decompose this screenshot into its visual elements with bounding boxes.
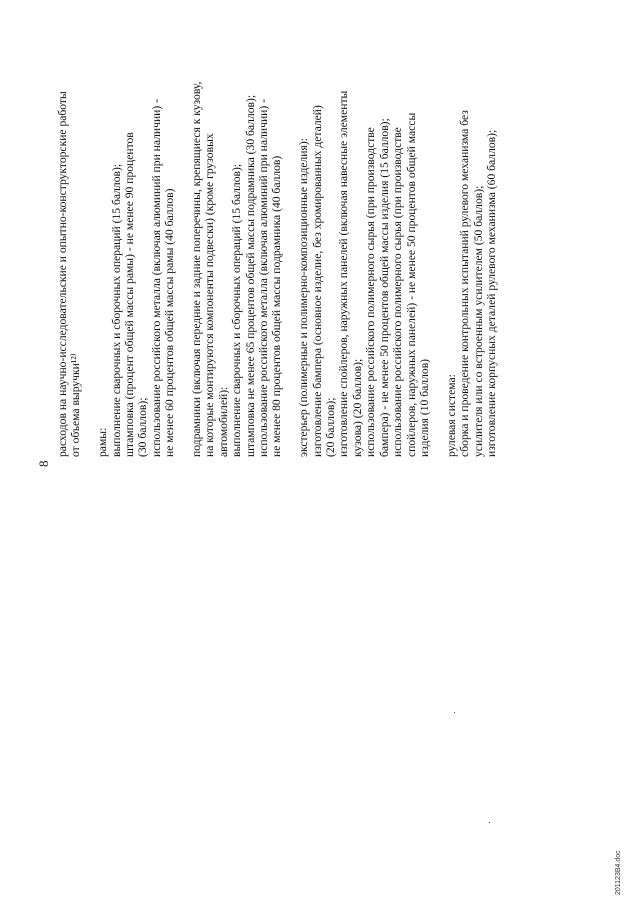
text-line: выполнение сварочных и сборочных операций (15 баллов); (230, 163, 244, 457)
text-line: использование российского полимерного сырья (при производстве (391, 127, 405, 457)
text-line: штамповка не менее 65 процентов общей массы подрамника (30 баллов); (243, 94, 257, 457)
scan-speck (489, 822, 490, 823)
page-number: 8 (36, 460, 51, 467)
text-line: сборка и проведение контрольных испытаний рулевого механизма без (458, 110, 472, 457)
text-line: от объема выручки¹²⁾ (69, 353, 83, 457)
paragraph-gap (83, 7, 96, 457)
text-line: на которые монтируются компоненты подвески) (кроме грузовых (203, 133, 217, 457)
text-line: экстерьер (полимерные и полимерно-композиционные изделия): (297, 138, 311, 457)
text-line: не менее 60 процентов общей массы рамы (40 баллов) (163, 188, 177, 457)
text-line: не менее 80 процентов общей массы подрамника (40 баллов) (270, 155, 284, 457)
paragraph-gap (284, 7, 297, 457)
text-line: штамповка (процент общей массы рамы) - не менее 90 процентов (123, 132, 137, 457)
text-line: изделия (10 баллов) (417, 358, 431, 457)
text-line: изготовление корпусных деталей рулевого механизма (60 баллов); (484, 129, 498, 457)
text-line: использование российского металла (включая алюминий при наличии) - (149, 99, 163, 457)
scan-speck (454, 712, 455, 713)
paragraph-gap (177, 7, 190, 457)
text-line: усилителя или со встроенным усилителем (50 баллов); (471, 185, 485, 457)
text-line: (20 баллов); (324, 397, 338, 457)
text-line: выполнение сварочных и сборочных операций (15 баллов); (109, 163, 123, 457)
text-line: подрамники (включая передние и задние поперечины, крепящиеся к кузову, (190, 81, 204, 457)
text-line: использование российского полимерного сырья (при производстве (364, 127, 378, 457)
text-line: автомобилей): (216, 386, 230, 457)
text-line: рулевая система: (444, 374, 458, 457)
text-line: рамы: (96, 427, 110, 457)
text-line: изготовление спойлеров, наружных панелей (включая навесные элементы (337, 90, 351, 457)
document-body (56, 7, 498, 457)
text-line: спойлеров, наружных панелей) - не менее 50 процентов общей массы (404, 112, 418, 457)
text-line: бампера) - не менее 50 процентов общей массы изделия (15 баллов); (377, 118, 391, 457)
text-line: кузова) (20 баллов); (350, 358, 364, 457)
text-line: использование российского металла (включая алюминий при наличии) - (257, 99, 271, 457)
text-line: (30 баллов); (136, 397, 150, 457)
paragraph-gap (431, 7, 444, 457)
text-line: расходов на научно-исследовательские и опытно-конструкторские работы (56, 91, 69, 457)
file-name-footer: 201123В4.doc (615, 850, 622, 895)
text-line: изготовление бампера (основное изделие, без хромированных деталей) (310, 105, 324, 457)
